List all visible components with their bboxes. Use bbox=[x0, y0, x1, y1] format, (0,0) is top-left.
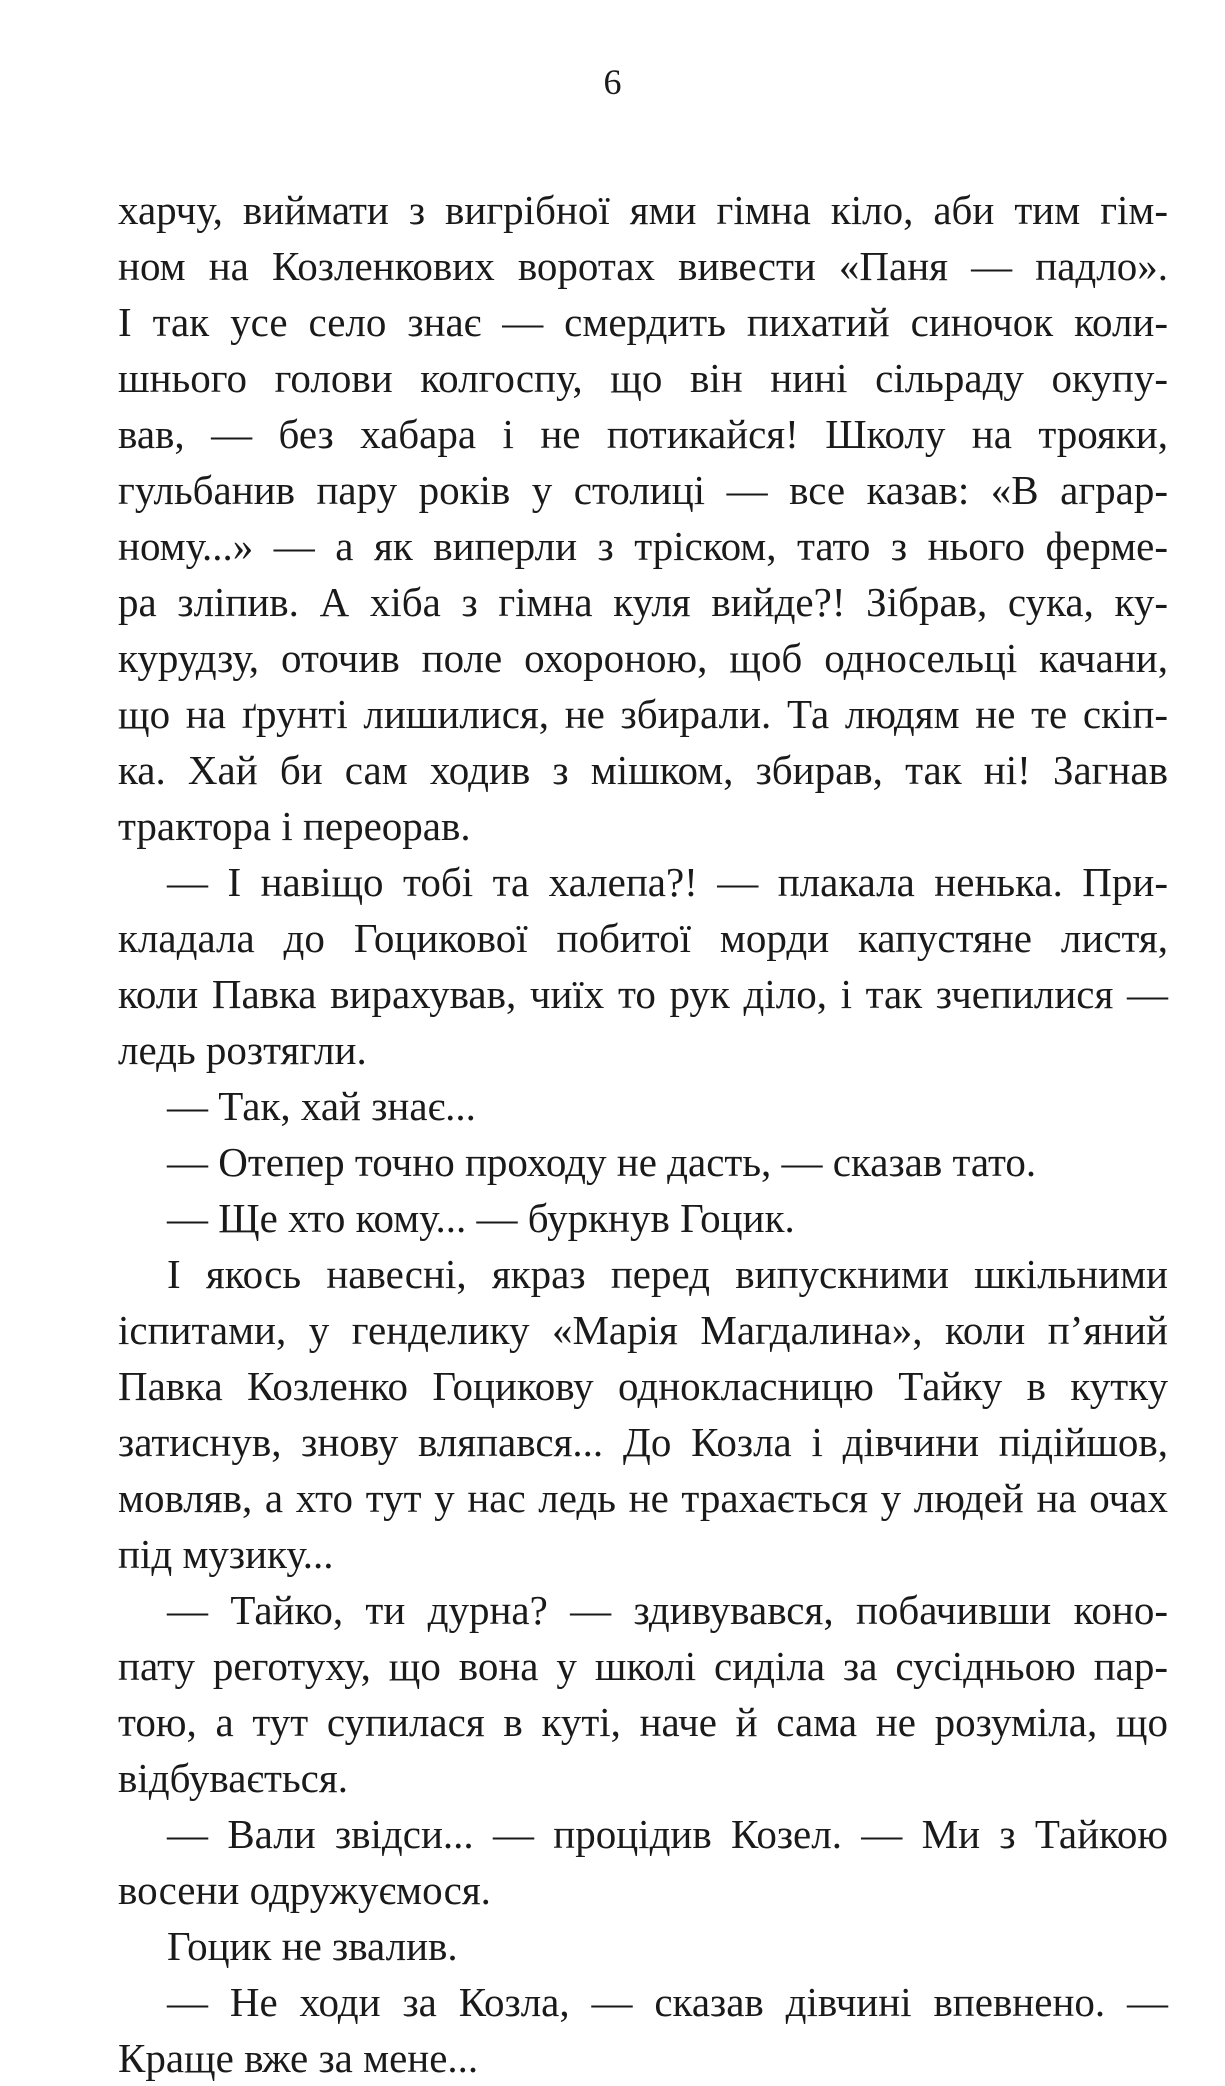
text-line: — Тайко, ти дурна? — здивувався, побачивши коно- bbox=[167, 1587, 1168, 1633]
text-line: Краще вже за мене... bbox=[118, 2035, 479, 2081]
text-line: ледь розтягли. bbox=[118, 1027, 367, 1073]
text-line: шнього голови колгоспу, що він нині сільраду окупу- bbox=[118, 355, 1168, 401]
page-number: 6 bbox=[603, 62, 622, 102]
text-line: Гоцик не звалив. bbox=[167, 1923, 458, 1969]
text-line: харчу, виймати з вигрібної ями гімна кіло, аби тим гім- bbox=[118, 187, 1168, 233]
text-line: — Так, хай знає... bbox=[167, 1083, 476, 1129]
text-line: затиснув, знову вляпався... До Козла і дівчини підійшов, bbox=[118, 1419, 1168, 1465]
text-line: мовляв, а хто тут у нас ледь не трахається у людей на очах bbox=[118, 1475, 1168, 1521]
text-line: ра зліпив. А хіба з гімна куля вийде?! Зібрав, сука, ку- bbox=[118, 579, 1168, 625]
text-line: І якось навесні, якраз перед випускними шкільними bbox=[167, 1251, 1168, 1297]
text-line: ка. Хай би сам ходив з мішком, збирав, так ні! Загнав bbox=[118, 747, 1168, 793]
text-line: — Вали звідси... — процідив Козел. — Ми з Тайкою bbox=[167, 1811, 1168, 1857]
text-line: курудзу, оточив поле охороною, щоб односельці качани, bbox=[118, 635, 1168, 681]
text-line: коли Павка вирахував, чиїх то рук діло, і так зчепилися — bbox=[118, 971, 1168, 1017]
text-line: ном на Козленкових воротах вивести «Паня — падло». bbox=[118, 243, 1168, 289]
text-line: іспитами, у генделику «Марія Магдалина», коли п’яний bbox=[118, 1307, 1168, 1353]
text-line: пату реготуху, що вона у школі сиділа за сусідньою пар- bbox=[118, 1643, 1168, 1689]
text-line: трактора і переорав. bbox=[118, 803, 471, 849]
text-line: що на ґрунті лишилися, не збирали. Та людям не те скіп- bbox=[118, 691, 1168, 737]
text-line: кладала до Гоцикової побитої морди капустяне листя, bbox=[118, 915, 1168, 961]
text-line: — Не ходи за Козла, — сказав дівчині впевнено. — bbox=[167, 1979, 1168, 2025]
text-line: вав, — без хабара і не потикайся! Школу на трояки, bbox=[118, 411, 1168, 457]
text-line: відбувається. bbox=[118, 1755, 348, 1801]
text-line: І так усе село знає — смердить пихатий синочок коли- bbox=[118, 299, 1168, 345]
text-line: Павка Козленко Гоцикову однокласницю Тайку в кутку bbox=[118, 1363, 1168, 1409]
text-line: — Ще хто кому... — буркнув Гоцик. bbox=[167, 1195, 795, 1241]
text-line: — І навіщо тобі та халепа?! — плакала ненька. При- bbox=[167, 859, 1168, 905]
body-text bbox=[118, 182, 1168, 2086]
text-line: — Отепер точно проходу не дасть, — сказав тато. bbox=[167, 1139, 1037, 1185]
text-line: тою, а тут супилася в куті, наче й сама не розуміла, що bbox=[118, 1699, 1168, 1745]
text-line: під музику... bbox=[118, 1531, 334, 1577]
text-line: восени одружуємося. bbox=[118, 1867, 491, 1913]
text-line: ному...» — а як виперли з тріском, тато з нього ферме- bbox=[118, 523, 1168, 569]
text-line: гульбанив пару років у столиці — все казав: «В аграр- bbox=[118, 467, 1168, 513]
